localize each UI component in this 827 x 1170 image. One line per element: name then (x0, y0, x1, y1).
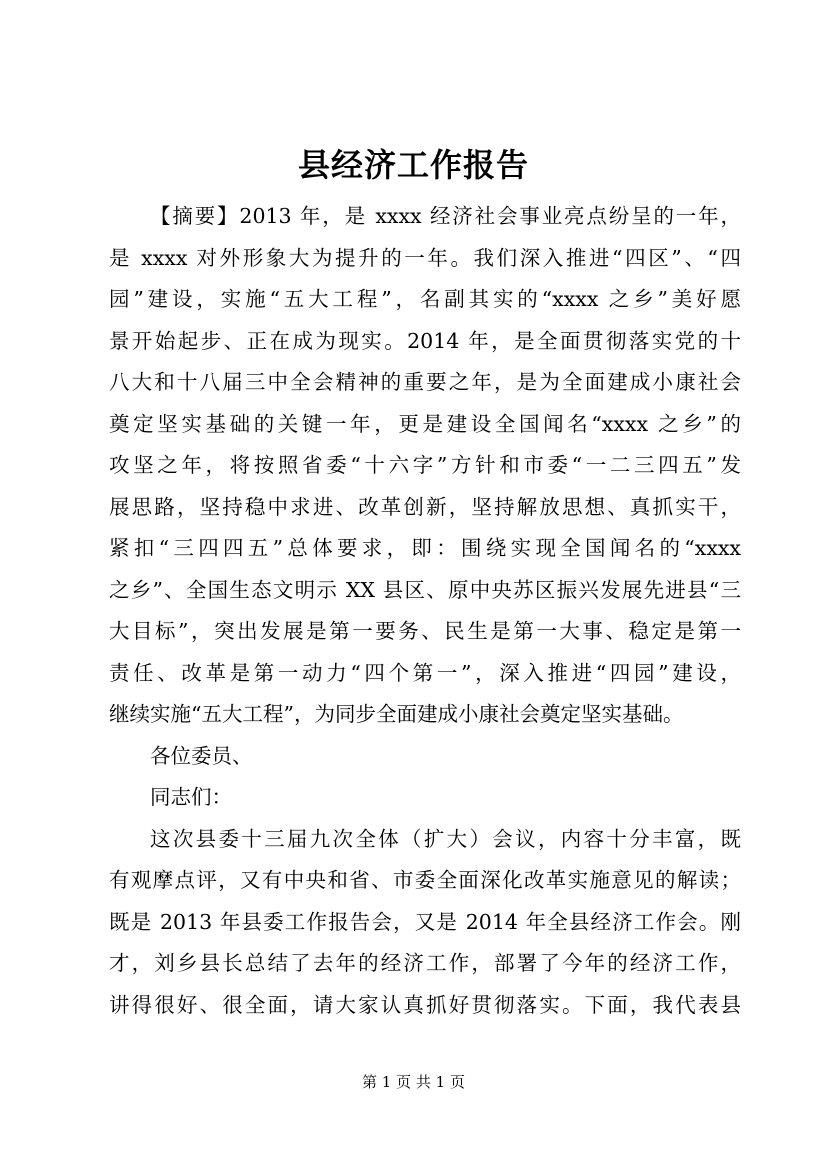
body-line: 继续实施“五大工程”，为同步全面建成小康社会奠定坚实基础。 (109, 702, 684, 726)
body-line: 大目标”，突出发展是第一要务、民生是第一大事、稳定是第一 (109, 619, 741, 643)
page-footer: 第 1 页 共 1 页 (362, 1073, 465, 1091)
body-line: 才，刘乡县长总结了去年的经济工作，部署了今年的经济工作， (109, 951, 741, 975)
body-line: 之乡”、全国生态文明示 XX 县区、原中央苏区振兴发展先进县“三 (109, 577, 741, 602)
body-line: 展思路，坚持稳中求进、改革创新，坚持解放思想、真抓实干， (109, 494, 741, 519)
body-line: 有观摩点评，又有中央和省、市委全面深化改革实施意见的解读； (109, 868, 741, 892)
body-line: 同志们： (150, 785, 232, 809)
document-title: 县经济工作报告 (297, 146, 529, 184)
body-line: 既是 2013 年县委工作报告会，又是 2014 年全县经济工作会。刚 (109, 909, 741, 934)
body-line: 是 xxxx 对外形象大为提升的一年。我们深入推进“四区”、“四 (109, 245, 741, 270)
body-line: 讲得很好、很全面，请大家认真抓好贯彻落实。下面，我代表县 (109, 992, 741, 1017)
document-body (109, 196, 741, 1026)
body-line: 奠定坚实基础的关键一年，更是建设全国闻名“xxxx 之乡”的 (109, 411, 741, 436)
body-line: 八大和十八届三中全会精神的重要之年，是为全面建成小康社会 (109, 370, 741, 394)
body-line: 各位委员、 (150, 743, 253, 768)
body-line: 这次县委十三届九次全体（扩大）会议，内容十分丰富，既 (150, 826, 741, 851)
body-line: 【摘要】2013 年，是 xxxx 经济社会事业亮点纷呈的一年， (150, 204, 741, 228)
body-line: 攻坚之年，将按照省委“十六字”方针和市委“一二三四五”发 (109, 453, 741, 477)
body-line: 责任、改革是第一动力“四个第一”，深入推进“四园”建设， (109, 660, 741, 685)
body-line: 园”建设，实施“五大工程”，名副其实的“xxxx 之乡”美好愿 (109, 287, 741, 311)
body-line: 紧扣“三四四五”总体要求，即：围绕实现全国闻名的“xxxx (109, 536, 741, 560)
body-line: 景开始起步、正在成为现实。2014 年，是全面贯彻落实党的十 (109, 328, 741, 353)
